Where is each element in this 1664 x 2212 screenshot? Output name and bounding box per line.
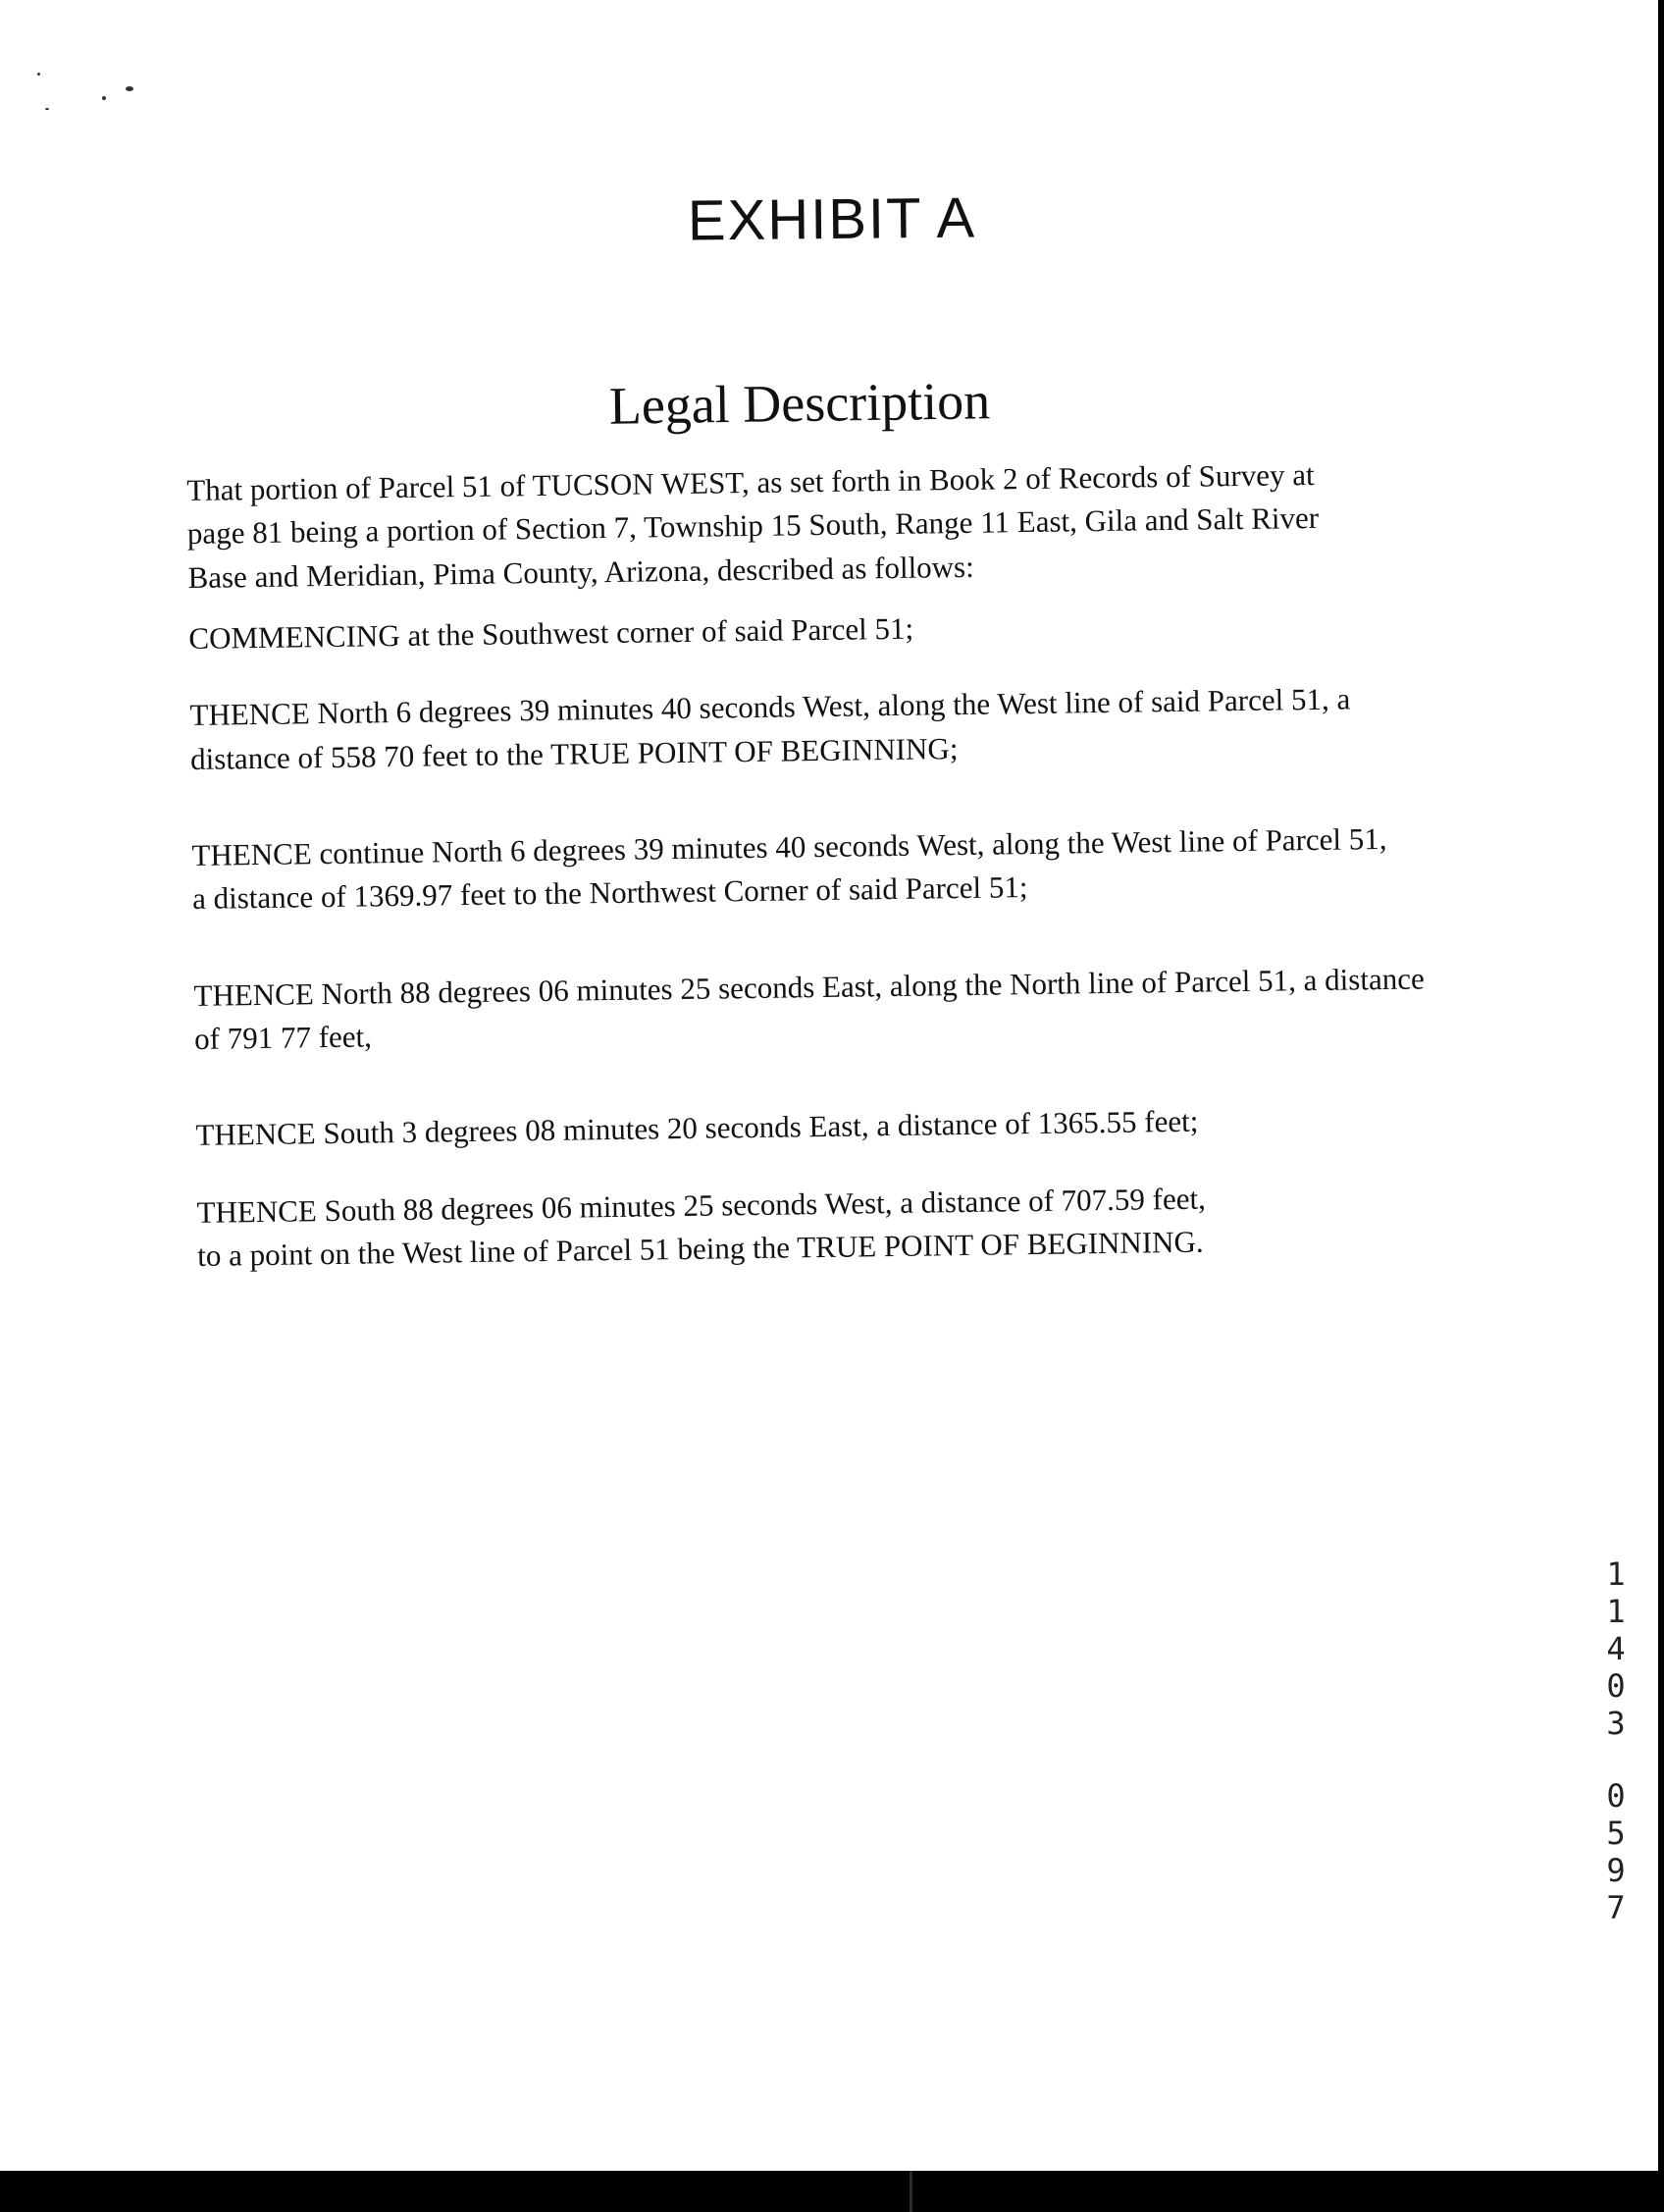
recording-gap	[1601, 1742, 1631, 1777]
recording-digit: 0	[1606, 1777, 1626, 1815]
recording-digit: 3	[1606, 1705, 1626, 1742]
paragraph-course-4: THENCE South 3 degrees 08 minutes 20 seconds East, a distance of 1365.55 feet;	[195, 1103, 1199, 1153]
recording-digit: 9	[1606, 1852, 1626, 1889]
paragraph-course-2: THENCE continue North 6 degrees 39 minutes 40 seconds West, along the West line of Parcel 51, a distance of 1369.97 feet to the Northwest Corner of said Parcel 51;	[191, 820, 1387, 917]
scan-edge-right	[1658, 0, 1664, 2212]
exhibit-title: EXHIBIT A	[687, 185, 977, 253]
legal-description-body	[186, 450, 1552, 1311]
paragraph-course-5: THENCE South 88 degrees 06 minutes 25 seconds West, a distance of 707.59 feet, to a point on the West line of Parcel 51 being the TRUE POINT OF BEGINNING.	[196, 1181, 1207, 1273]
scan-edge-bottom	[0, 2171, 1664, 2212]
recording-number	[1601, 1555, 1631, 1926]
scan-speck	[45, 108, 49, 110]
recording-digit: 7	[1606, 1889, 1626, 1926]
recording-digit: 1	[1606, 1555, 1626, 1593]
scan-edge-divider	[910, 2171, 912, 2212]
paragraph-commencing: COMMENCING at the Southwest corner of said Parcel 51;	[188, 610, 914, 656]
paragraph-course-3: THENCE North 88 degrees 06 minutes 25 seconds East, along the North line of Parcel 51, a distance of 791 77 feet,	[193, 961, 1425, 1056]
scan-speck	[102, 96, 106, 100]
recording-digit: 4	[1606, 1630, 1626, 1667]
recording-digit: 5	[1606, 1815, 1626, 1852]
recording-digit: 0	[1606, 1667, 1626, 1705]
scan-speck	[37, 73, 40, 76]
paragraph-intro: That portion of Parcel 51 of TUCSON WEST, as set forth in Book 2 of Records of Survey at page 81 being a portion of Section 7, Township 15 South, Range 11 East, Gila and Salt River Base and Meridian, Pima County, Arizona, described as follows:	[186, 456, 1320, 595]
scan-speck	[126, 86, 133, 91]
document-heading: Legal Description	[608, 371, 991, 436]
paragraph-course-1: THENCE North 6 degrees 39 minutes 40 seconds West, along the West line of said Parcel 51, a distance of 558 70 feet to the TRUE POINT OF BEGINNING;	[189, 681, 1351, 776]
recording-digit: 1	[1606, 1593, 1626, 1630]
